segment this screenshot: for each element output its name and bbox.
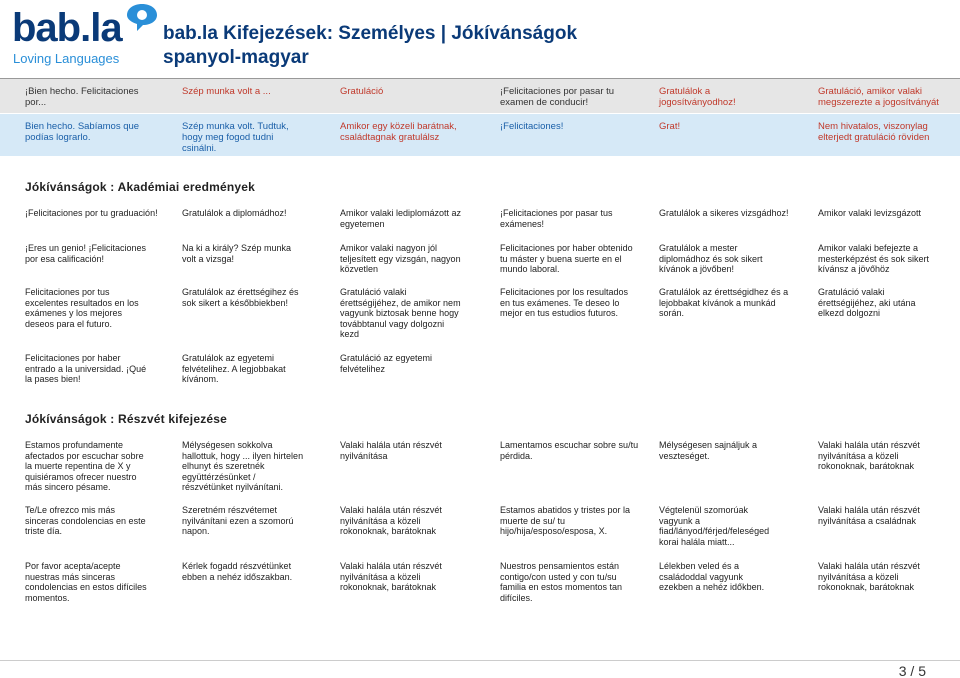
phrase-usage: Amikor egy közeli barátnak, családtagnak gratulálsz: [340, 121, 457, 143]
phrase-usage: Amikor valaki nagyon jól teljesített egy vizsgán, nagyon közvetlen: [340, 243, 461, 275]
phrase-hungarian: Gratulálok a jogosítványodhoz!: [659, 86, 736, 108]
phrase-hungarian: Gratulálok a diplomádhoz!: [182, 208, 287, 218]
phrase-hungarian: Kérlek fogadd részvétünket ebben a nehéz időszakban.: [182, 561, 293, 582]
phrase-spanish: Por favor acepta/acepte nuestras más sinceras condolencias en estos difíciles momentos.: [25, 561, 147, 603]
phrase-hungarian: Mélységesen sajnáljuk a veszteséget.: [659, 440, 758, 461]
phrase-usage: Valaki halála után részvét nyilvánítása a közeli rokonoknak, barátoknak: [340, 561, 442, 593]
phrase-hungarian: Na ki a király? Szép munka volt a vizsga!: [182, 243, 292, 264]
phrase-usage: Amikor valaki levizsgázott: [818, 208, 922, 218]
phrase-spanish: Te/Le ofrezco mis más sinceras condolencias en este triste día.: [25, 505, 146, 537]
phrase-spanish: Estamos abatidos y tristes por la muerte de su/ tu hijo/hija/esposo/esposa, X.: [500, 505, 631, 537]
phrase-hungarian: Gratulálok a mester diplomádhoz és sok sikert kívánok a jövőben!: [659, 243, 763, 275]
phrase-spanish: ¡Bien hecho. Felicitaciones por...: [25, 86, 139, 108]
phrase-hungarian: Végtelenül szomorúak vagyunk a fiad/lányod/férjed/feleséged korai halála miatt...: [659, 505, 770, 547]
phrase-hungarian: Szép munka volt a ...: [182, 86, 271, 97]
logo-brand: bab.la: [12, 6, 122, 50]
page-number: 3 / 5: [898, 663, 926, 678]
phrase-hungarian: Gratulálok az egyetemi felvételihez. A legjobbakat kívánom.: [182, 353, 286, 385]
phrase-spanish: Felicitaciones por los resultados en tus exámenes. Te deseo lo mejor en tus estudios futuros.: [500, 287, 629, 319]
phrase-usage: Gratuláció valaki érettségijéhez, de amikor nem vagyunk biztosak benne hogy továbbtanul vagy dolgozni kezd: [340, 287, 461, 340]
speech-bubble-icon: [125, 2, 159, 32]
phrase-usage: Valaki halála után részvét nyilvánítása a közeli rokonoknak, barátoknak: [340, 505, 442, 537]
phrase-spanish: Lamentamos escuchar sobre su/tu pérdida.: [500, 440, 639, 461]
phrase-spanish: ¡Eres un genio! ¡Felicitaciones por esa calificación!: [25, 243, 147, 264]
phrase-hungarian: Gratulálok az érettségidhez és a lejobbakat kívánok a munkád során.: [659, 287, 789, 319]
logo-tagline: Loving Languages: [13, 51, 120, 66]
phrase-usage: Valaki halála után részvét nyilvánítása: [340, 440, 442, 461]
phrase-usage: Amikor valaki befejezte a mesterképzést és sok sikert kívánsz a jövőhöz: [818, 243, 930, 275]
babla-logo[interactable]: [12, 2, 152, 70]
phrase-usage: Nem hivatalos, viszonylag elterjedt gratuláció röviden: [818, 121, 930, 143]
phrase-usage: Valaki halála után részvét nyilvánítása a közeli rokonoknak, barátoknak: [818, 440, 920, 472]
phrase-spanish: ¡Felicitaciones!: [500, 121, 564, 132]
phrase-spanish: Estamos profundamente afectados por escuchar sobre la muerte repentina de X y quisiéramos ofrecer nuestro más sincero pésame.: [25, 440, 144, 493]
phrase-usage: Gratuláció, amikor valaki megszerezte a jogosítványát: [818, 86, 939, 108]
phrase-row-blue: [0, 114, 960, 156]
phrase-usage: Amikor valaki lediplomázott az egyetemen: [340, 208, 462, 229]
title-line-1: bab.la Kifejezések: Személyes | Jókívánságok: [163, 23, 578, 44]
phrase-spanish: Felicitaciones por haber entrado a la universidad. ¡Qué la pases bien!: [25, 353, 147, 385]
phrase-spanish: Nuestros pensamientos están contigo/con usted y con tu/su familia en estos momentos tan difíciles.: [500, 561, 623, 603]
section-title-condolence: Jókívánságok : Részvét kifejezése: [25, 412, 228, 426]
phrase-hungarian: Mélységesen sokkolva hallottuk, hogy ... ilyen hirtelen elhunyt és szeretnék együttérzésünket / részvétünket nyilvánítani.: [182, 440, 304, 493]
phrase-hungarian: Szeretném részvétemet nyilvánítani ezen a szomorú napon.: [182, 505, 294, 537]
title-line-2: spanyol-magyar: [163, 47, 309, 68]
phrase-hungarian: Szép munka volt. Tudtuk, hogy meg fogod tudni csinálni.: [182, 121, 289, 154]
phrase-hungarian: Gratulálok a sikeres vizsgádhoz!: [659, 208, 789, 218]
phrase-usage: Gratuláció: [340, 86, 384, 97]
phrase-hungarian: Grat!: [659, 121, 681, 132]
phrase-hungarian: Lélekben veled és a családoddal vagyunk ezekben a nehéz időkben.: [659, 561, 765, 593]
phrase-usage: Valaki halála után részvét nyilvánítása a családnak: [818, 505, 920, 526]
phrase-usage: Gratuláció valaki érettségijéhez, aki utána elkezd dolgozni: [818, 287, 916, 319]
phrase-spanish: Bien hecho. Sabíamos que podías lograrlo.: [25, 121, 140, 143]
section-title-academic: Jókívánságok : Akadémiai eredmények: [25, 180, 255, 194]
footer-divider: [0, 660, 960, 661]
phrase-row-gray: [0, 79, 960, 113]
page-title: [163, 22, 577, 70]
phrase-usage: Valaki halála után részvét nyilvánítása a közeli rokonoknak, barátoknak: [818, 561, 920, 593]
phrase-hungarian: Gratulálok az érettségihez és sok sikert a későbbiekben!: [182, 287, 299, 308]
phrase-spanish: ¡Felicitaciones por pasar tu examen de conducir!: [500, 86, 615, 108]
phrase-spanish: Felicitaciones por haber obtenido tu máster y buena suerte en el mundo laboral.: [500, 243, 633, 275]
phrase-usage: Gratuláció az egyetemi felvételihez: [340, 353, 433, 374]
phrase-spanish: ¡Felicitaciones por pasar tus exámenes!: [500, 208, 613, 229]
page-header: [0, 0, 960, 74]
phrase-spanish: Felicitaciones por tus excelentes resultados en los exámenes y los mejores deseos para el futuro.: [25, 287, 139, 329]
phrase-spanish: ¡Felicitaciones por tu graduación!: [25, 208, 158, 218]
